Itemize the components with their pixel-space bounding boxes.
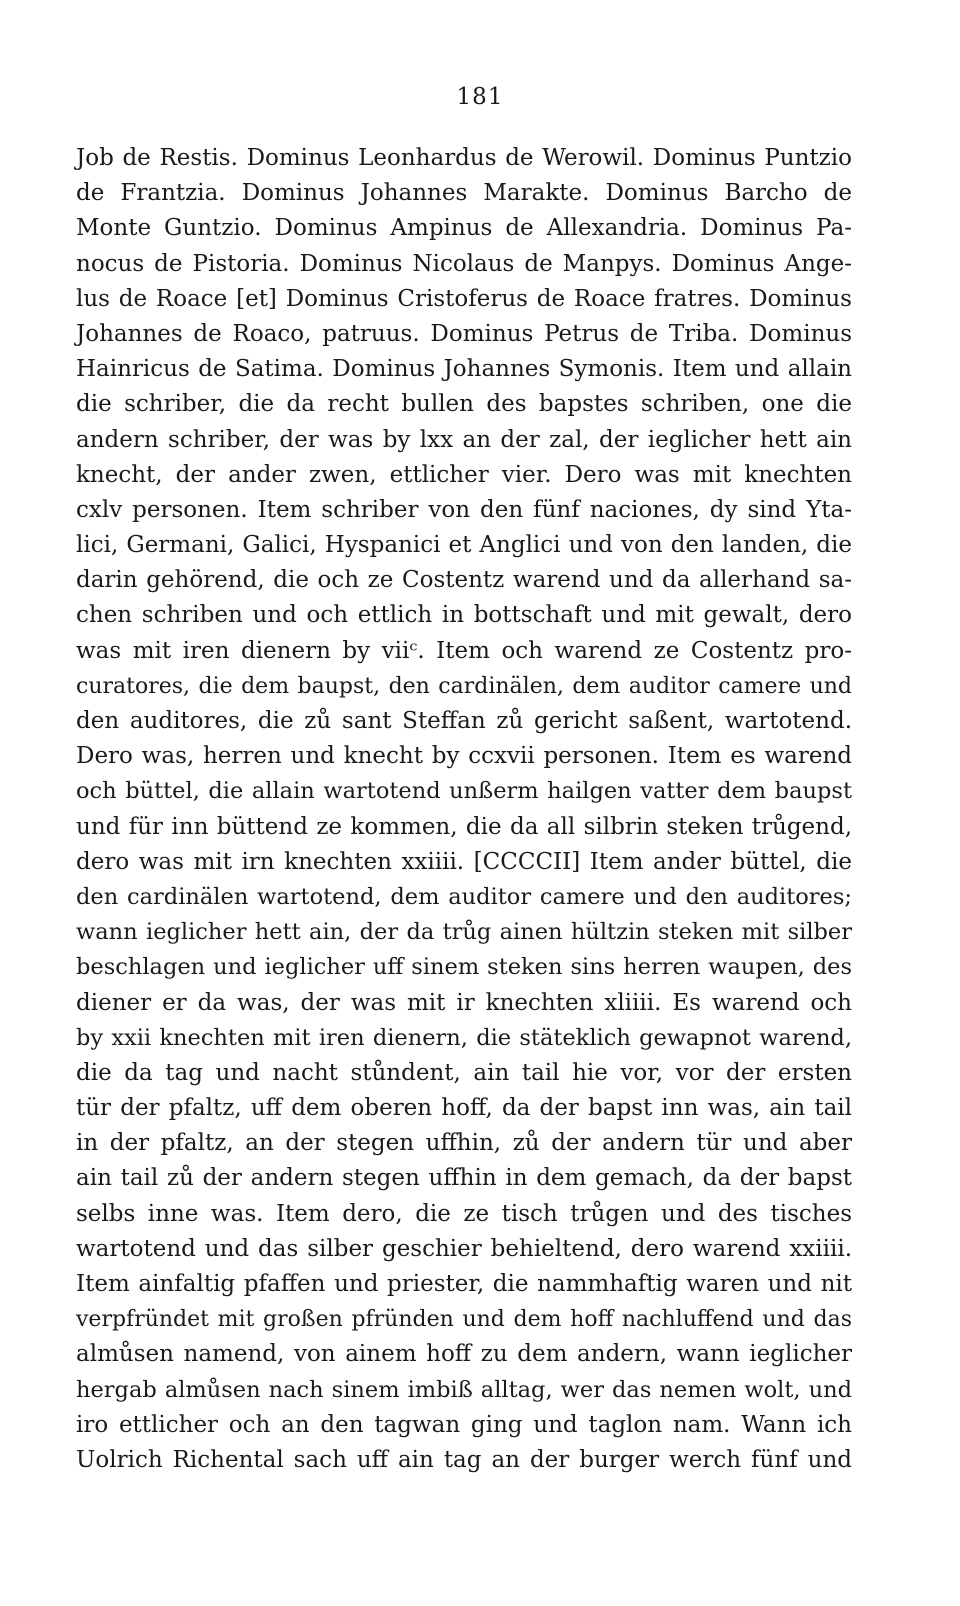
text-line: die da tag und nacht stůndent, ain tail hie vor, vor der ersten (76, 1059, 852, 1086)
page-number: 181 (456, 84, 504, 110)
text-line: lus de Roace [et] Dominus Cristoferus de Roace fratres. Dominus (76, 285, 852, 312)
text-line: Uolrich Richental sach uff ain tag an der burger werch fünf und (76, 1446, 852, 1473)
text-line: by xxii knechten mit iren dienern, die stäteklich gewapnot warend, (76, 1024, 852, 1051)
text-line: knecht, der ander zwen, ettlicher vier. Dero was mit knechten (76, 461, 852, 488)
body-text (76, 141, 852, 1478)
text-line: Monte Guntzio. Dominus Ampinus de Allexandria. Dominus Pa- (76, 215, 852, 242)
text-line: Hainricus de Satima. Dominus Johannes Symonis. Item und allain (76, 356, 852, 383)
text-line: hergab almůsen nach sinem imbiß alltag, wer das nemen wolt, und (76, 1376, 852, 1403)
text-line: den cardinälen wartotend, dem auditor camere und den auditores; (76, 883, 852, 910)
text-line: lici, Germani, Galici, Hyspanici et Anglici und von den landen, die (76, 532, 852, 559)
text-line: chen schriben und och ettlich in bottschaft und mit gewalt, dero (76, 602, 852, 629)
text-line: almůsen namend, von ainem hoff zu dem andern, wann ieglicher (76, 1341, 852, 1368)
text-line: was mit iren dienern by viiᶜ. Item och warend ze Costentz pro- (76, 637, 852, 664)
text-line: Job de Restis. Dominus Leonhardus de Werowil. Dominus Puntzio (76, 145, 852, 171)
text-line: beschlagen und ieglicher uff sinem steken sins herren waupen, des (76, 954, 852, 981)
text-line: Item ainfaltig pfaffen und priester, die nammhaftig waren und nit (76, 1271, 852, 1297)
text-line: Dero was, herren und knecht by ccxvii personen. Item es warend (76, 743, 852, 770)
text-line: diener er da was, der was mit ir knechten xliiii. Es warend och (76, 989, 852, 1016)
text-line: den auditores, die zů sant Steffan zů gericht saßent, wartotend. (76, 708, 852, 734)
text-line: nocus de Pistoria. Dominus Nicolaus de Manpys. Dominus Ange- (76, 250, 852, 277)
text-line: verpfründet mit großen pfründen und dem hoff nachluffend und das (76, 1307, 852, 1333)
text-line: und für inn büttend ze kommen, die da all silbrin steken trůgend, (76, 813, 852, 840)
text-line: de Frantzia. Dominus Johannes Marakte. Dominus Barcho de (76, 180, 852, 207)
text-line: ain tail zů der andern stegen uffhin in dem gemach, da der bapst (76, 1165, 852, 1192)
text-line: tür der pfaltz, uff dem oberen hoff, da der bapst inn was, ain tail (76, 1095, 852, 1122)
text-line: in der pfaltz, an der stegen uffhin, zů der andern tür und aber (76, 1130, 852, 1157)
text-line: curatores, die dem baupst, den cardinälen, dem auditor camere und (76, 673, 852, 699)
text-line: och büttel, die allain wartotend unßerm hailgen vatter dem baupst (76, 778, 852, 805)
text-line: wann ieglicher hett ain, der da trůg ainen hültzin steken mit silber (76, 919, 852, 946)
text-line: die schriber, die da recht bullen des bapstes schriben, one die (76, 391, 852, 418)
text-line: dero was mit irn knechten xxiiii. [CCCCII] Item ander büttel, die (76, 848, 852, 875)
text-line: darin gehörend, die och ze Costentz warend und da allerhand sa- (76, 567, 852, 594)
text-line: Johannes de Roaco, patruus. Dominus Petrus de Triba. Dominus (76, 320, 852, 347)
text-line: cxlv personen. Item schriber von den fünf naciones, dy sind Yta- (76, 496, 852, 523)
text-line: iro ettlicher och an den tagwan ging und taglon nam. Wann ich (76, 1411, 852, 1438)
text-line: andern schriber, der was by lxx an der zal, der ieglicher hett ain (76, 426, 852, 453)
text-line: selbs inne was. Item dero, die ze tisch trůgen und des tisches (76, 1200, 852, 1227)
text-line: wartotend und das silber geschier behieltend, dero warend xxiiii. (76, 1235, 852, 1262)
